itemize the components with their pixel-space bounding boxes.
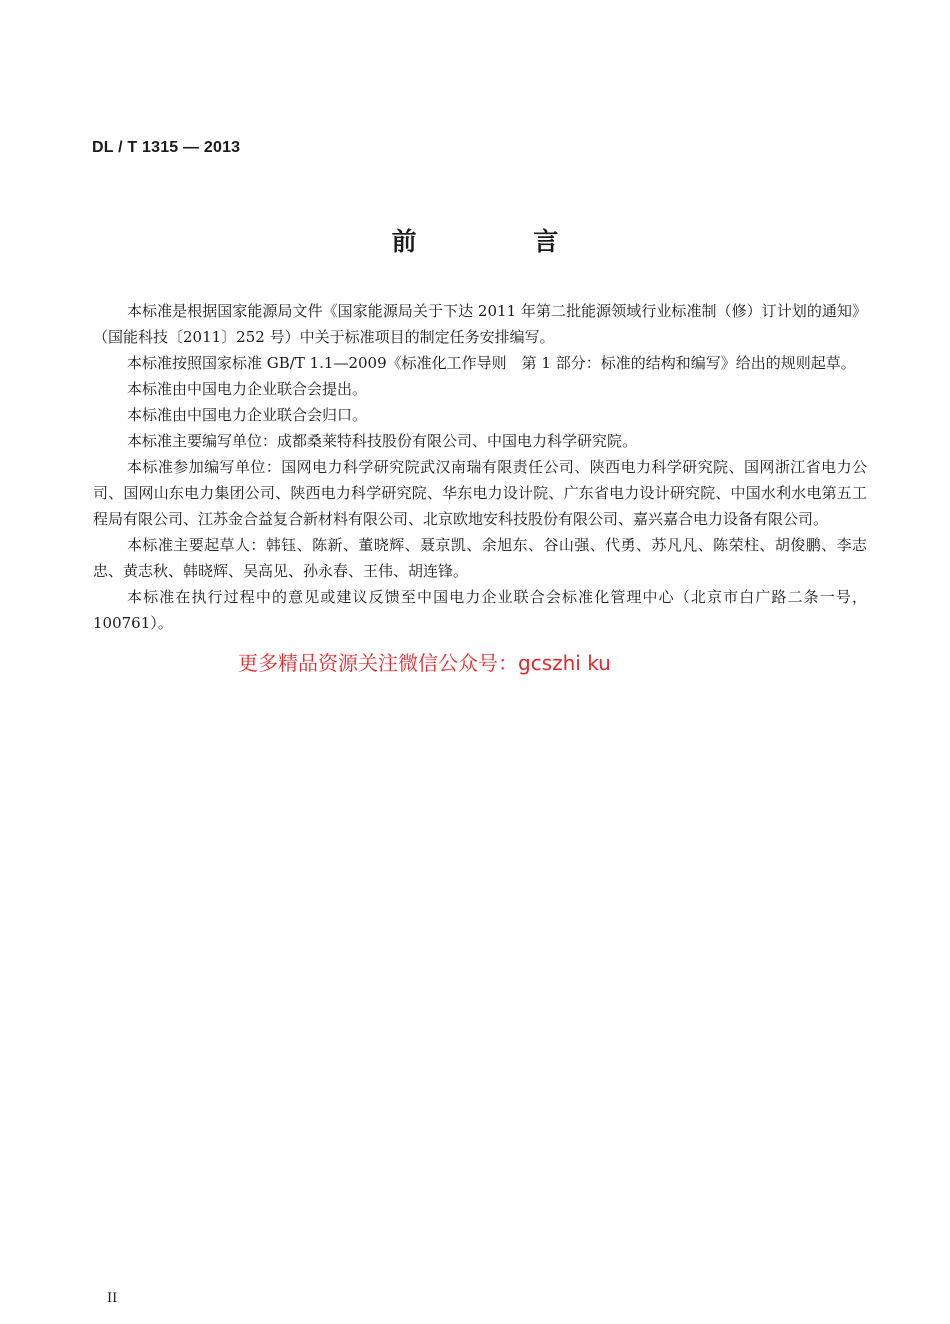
watermark-overlay: 更多精品资源关注微信公众号：gcszhi ku	[238, 651, 611, 675]
page-number: II	[107, 1291, 118, 1306]
paragraph-proposer: 本标准由中国电力企业联合会提出。	[127, 380, 368, 398]
paragraph-drafting-rules: 本标准按照国家标准 GB/T 1.1—2009《标准化工作导则 第 1 部分：标准的结构和编写》给出的规则起草。	[127, 354, 856, 372]
paragraph-main-drafters: 本标准主要起草人：韩钰、陈新、董晓辉、聂京凯、余旭东、谷山强、代勇、苏凡凡、陈荣柱、胡俊鹏、李志忠、黄志秋、韩晓辉、吴高见、孙永春、王伟、胡连锋。	[93, 536, 867, 580]
paragraph-main-drafting-units: 本标准主要编写单位：成都桑莱特科技股份有限公司、中国电力科学研究院。	[127, 432, 638, 450]
page-title: 前 言	[391, 227, 613, 256]
paragraph-basis: 本标准是根据国家能源局文件《国家能源局关于下达 2011 年第二批能源领域行业标准制（修）订计划的通知》（国能科技〔2011〕252 号）中关于标准项目的制定任务安排编写。	[93, 302, 867, 346]
paragraph-feedback: 本标准在执行过程中的意见或建议反馈至中国电力企业联合会标准化管理中心（北京市白广路二条一号，100761）。	[93, 588, 867, 632]
standard-code: DL / T 1315 — 2013	[92, 139, 241, 156]
foreword-body	[93, 298, 867, 636]
paragraph-participating-units: 本标准参加编写单位：国网电力科学研究院武汉南瑞有限责任公司、陕西电力科学研究院、国网浙江省电力公司、国网山东电力集团公司、陕西电力科学研究院、华东电力设计院、广东省电力设计研究院、中国水利水电第五工程局有限公司、江苏金合益复合新材料有限公司、北京欧地安科技股份有限公司、嘉兴嘉合电力设备有限公司。	[93, 458, 867, 528]
paragraph-administrator: 本标准由中国电力企业联合会归口。	[127, 406, 368, 424]
